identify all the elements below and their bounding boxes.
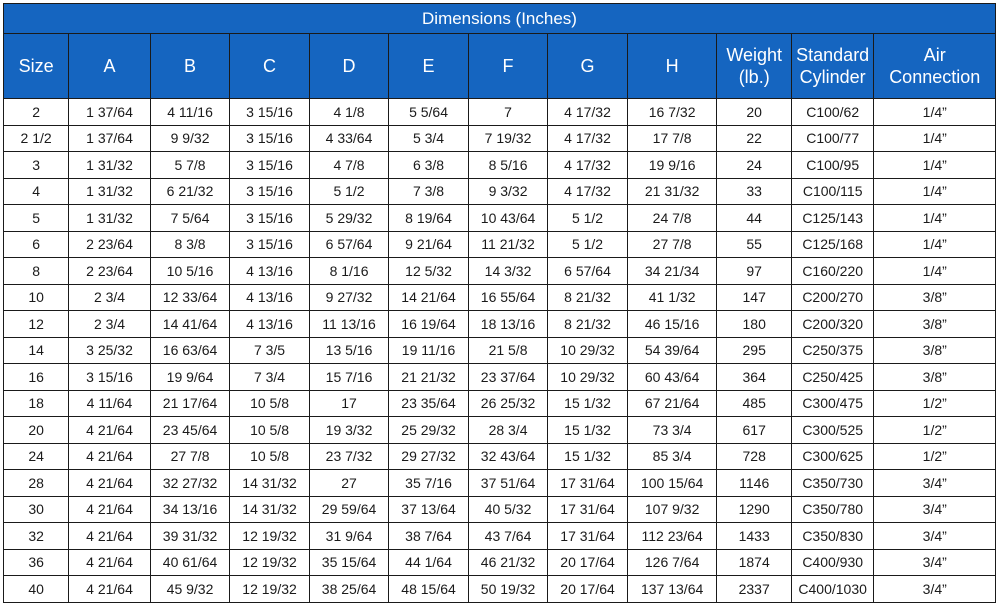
table-cell: 16 7/32 — [627, 99, 717, 126]
table-cell: C160/220 — [791, 258, 874, 285]
table-cell: 4 17/32 — [548, 178, 628, 205]
table-cell: 14 21/64 — [389, 284, 469, 311]
table-cell: 5 5/64 — [389, 99, 469, 126]
table-cell: 2 3/4 — [69, 311, 151, 338]
table-cell: 4 21/64 — [69, 470, 151, 497]
table-row — [4, 231, 996, 258]
table-cell: 485 — [717, 390, 791, 417]
table-cell: 28 3/4 — [468, 417, 548, 444]
table-cell: 3/8” — [874, 311, 996, 338]
table-cell: 32 — [4, 523, 69, 550]
table-cell: 41 1/32 — [627, 284, 717, 311]
table-cell: 5 — [4, 205, 69, 232]
table-cell: 21 5/8 — [468, 337, 548, 364]
table-row — [4, 496, 996, 523]
table-cell: 38 7/64 — [389, 523, 469, 550]
table-cell: 6 3/8 — [389, 152, 469, 179]
table-cell: 23 7/32 — [309, 443, 389, 470]
table-cell: 43 7/64 — [468, 523, 548, 550]
table-cell: 20 17/64 — [548, 549, 628, 576]
table-cell: 4 1/8 — [309, 99, 389, 126]
column-header: H — [627, 34, 717, 99]
table-cell: 1146 — [717, 470, 791, 497]
table-cell: 8 19/64 — [389, 205, 469, 232]
column-header: Standard Cylinder — [791, 34, 874, 99]
table-cell: 25 29/32 — [389, 417, 469, 444]
table-cell: C100/62 — [791, 99, 874, 126]
table-cell: 54 39/64 — [627, 337, 717, 364]
table-cell: 8 1/16 — [309, 258, 389, 285]
table-cell: 5 1/2 — [309, 178, 389, 205]
table-cell: 147 — [717, 284, 791, 311]
column-header: Weight (lb.) — [717, 34, 791, 99]
table-cell: 3 15/16 — [230, 125, 310, 152]
table-cell: 85 3/4 — [627, 443, 717, 470]
table-body — [4, 99, 996, 603]
table-cell: 4 17/32 — [548, 152, 628, 179]
table-cell: 126 7/64 — [627, 549, 717, 576]
table-cell: 2 23/64 — [69, 258, 151, 285]
table-cell: 17 — [309, 390, 389, 417]
table-cell: 18 13/16 — [468, 311, 548, 338]
table-cell: 23 37/64 — [468, 364, 548, 391]
table-cell: 18 — [4, 390, 69, 417]
table-cell: 13 5/16 — [309, 337, 389, 364]
table-row — [4, 152, 996, 179]
table-cell: C400/1030 — [791, 576, 874, 603]
table-cell: 6 — [4, 231, 69, 258]
table-row — [4, 205, 996, 232]
table-cell: 14 31/32 — [230, 470, 310, 497]
table-cell: 46 21/32 — [468, 549, 548, 576]
table-cell: 7 3/5 — [230, 337, 310, 364]
table-cell: 100 15/64 — [627, 470, 717, 497]
table-cell: 6 57/64 — [309, 231, 389, 258]
table-cell: 12 33/64 — [150, 284, 230, 311]
table-cell: 1 37/64 — [69, 125, 151, 152]
table-cell: 1/2” — [874, 390, 996, 417]
table-cell: 55 — [717, 231, 791, 258]
table-cell: 11 13/16 — [309, 311, 389, 338]
column-header: Air Connection — [874, 34, 996, 99]
table-cell: 4 21/64 — [69, 443, 151, 470]
table-cell: 3/4” — [874, 549, 996, 576]
table-cell: C350/780 — [791, 496, 874, 523]
table-cell: 3/4” — [874, 496, 996, 523]
column-header: B — [150, 34, 230, 99]
table-cell: 7 5/64 — [150, 205, 230, 232]
table-cell: 10 5/16 — [150, 258, 230, 285]
table-cell: 4 33/64 — [309, 125, 389, 152]
table-cell: 1/4” — [874, 99, 996, 126]
table-cell: 728 — [717, 443, 791, 470]
table-row — [4, 390, 996, 417]
table-cell: 1/4” — [874, 231, 996, 258]
table-cell: 3 — [4, 152, 69, 179]
table-cell: 15 1/32 — [548, 443, 628, 470]
table-cell: 50 19/32 — [468, 576, 548, 603]
table-cell: 1 31/32 — [69, 152, 151, 179]
table-cell: 5 29/32 — [309, 205, 389, 232]
table-cell: 29 27/32 — [389, 443, 469, 470]
table-cell: 107 9/32 — [627, 496, 717, 523]
table-cell: 1 31/32 — [69, 205, 151, 232]
table-row — [4, 549, 996, 576]
table-cell: 3 15/16 — [230, 178, 310, 205]
table-row — [4, 337, 996, 364]
table-cell: 16 — [4, 364, 69, 391]
table-cell: 137 13/64 — [627, 576, 717, 603]
table-cell: 3 15/16 — [230, 231, 310, 258]
column-header: F — [468, 34, 548, 99]
table-cell: 12 19/32 — [230, 549, 310, 576]
table-cell: 27 — [309, 470, 389, 497]
table-cell: C250/425 — [791, 364, 874, 391]
table-cell: 7 — [468, 99, 548, 126]
table-cell: 24 — [717, 152, 791, 179]
table-cell: 35 7/16 — [389, 470, 469, 497]
table-cell: 40 61/64 — [150, 549, 230, 576]
table-cell: 17 7/8 — [627, 125, 717, 152]
table-cell: 37 13/64 — [389, 496, 469, 523]
table-cell: 4 17/32 — [548, 99, 628, 126]
table-cell: 24 — [4, 443, 69, 470]
table-cell: 10 5/8 — [230, 417, 310, 444]
table-cell: 1/4” — [874, 125, 996, 152]
table-row — [4, 258, 996, 285]
table-cell: 8 21/32 — [548, 284, 628, 311]
table-cell: C200/270 — [791, 284, 874, 311]
table-cell: 9 9/32 — [150, 125, 230, 152]
table-cell: 3 15/16 — [230, 99, 310, 126]
table-cell: 295 — [717, 337, 791, 364]
table-row — [4, 470, 996, 497]
table-cell: 16 63/64 — [150, 337, 230, 364]
table-cell: 2 3/4 — [69, 284, 151, 311]
table-cell: 9 21/64 — [389, 231, 469, 258]
table-row — [4, 178, 996, 205]
table-cell: 3 25/32 — [69, 337, 151, 364]
table-cell: 4 11/64 — [69, 390, 151, 417]
table-cell: 31 9/64 — [309, 523, 389, 550]
table-cell: 180 — [717, 311, 791, 338]
table-cell: 27 7/8 — [627, 231, 717, 258]
table-cell: 15 1/32 — [548, 390, 628, 417]
table-cell: 21 31/32 — [627, 178, 717, 205]
table-cell: 5 7/8 — [150, 152, 230, 179]
table-cell: 4 13/16 — [230, 284, 310, 311]
table-cell: 97 — [717, 258, 791, 285]
table-cell: 34 13/16 — [150, 496, 230, 523]
table-cell: 4 21/64 — [69, 549, 151, 576]
table-cell: 5 3/4 — [389, 125, 469, 152]
table-cell: 20 17/64 — [548, 576, 628, 603]
table-cell: 6 57/64 — [548, 258, 628, 285]
table-cell: C350/730 — [791, 470, 874, 497]
table-cell: C100/95 — [791, 152, 874, 179]
table-row — [4, 443, 996, 470]
table-cell: 14 3/32 — [468, 258, 548, 285]
table-cell: 12 19/32 — [230, 576, 310, 603]
table-cell: 7 3/8 — [389, 178, 469, 205]
table-row — [4, 523, 996, 550]
table-cell: 1 37/64 — [69, 99, 151, 126]
table-cell: 4 13/16 — [230, 258, 310, 285]
table-cell: 16 55/64 — [468, 284, 548, 311]
table-cell: 10 5/8 — [230, 390, 310, 417]
table-cell: 5 1/2 — [548, 205, 628, 232]
table-cell: 1/2” — [874, 417, 996, 444]
table-cell: 19 3/32 — [309, 417, 389, 444]
table-cell: 35 15/64 — [309, 549, 389, 576]
table-cell: 8 5/16 — [468, 152, 548, 179]
table-cell: C100/115 — [791, 178, 874, 205]
table-cell: 39 31/32 — [150, 523, 230, 550]
table-cell: 14 41/64 — [150, 311, 230, 338]
table-cell: 23 35/64 — [389, 390, 469, 417]
table-cell: 3/8” — [874, 337, 996, 364]
table-cell: 67 21/64 — [627, 390, 717, 417]
table-cell: 16 19/64 — [389, 311, 469, 338]
dimensions-table — [3, 3, 996, 603]
table-cell: 10 29/32 — [548, 364, 628, 391]
table-cell: 60 43/64 — [627, 364, 717, 391]
table-cell: 45 9/32 — [150, 576, 230, 603]
table-cell: C300/625 — [791, 443, 874, 470]
column-header: A — [69, 34, 151, 99]
table-cell: 8 21/32 — [548, 311, 628, 338]
table-cell: 12 5/32 — [389, 258, 469, 285]
table-cell: 15 7/16 — [309, 364, 389, 391]
table-cell: 6 21/32 — [150, 178, 230, 205]
table-cell: 12 — [4, 311, 69, 338]
table-cell: C250/375 — [791, 337, 874, 364]
table-cell: 38 25/64 — [309, 576, 389, 603]
table-cell: 37 51/64 — [468, 470, 548, 497]
table-cell: 4 — [4, 178, 69, 205]
table-cell: 17 31/64 — [548, 496, 628, 523]
table-cell: 4 17/32 — [548, 125, 628, 152]
table-cell: 17 31/64 — [548, 523, 628, 550]
table-cell: 24 7/8 — [627, 205, 717, 232]
table-cell: C400/930 — [791, 549, 874, 576]
table-cell: 4 21/64 — [69, 496, 151, 523]
table-cell: 19 9/64 — [150, 364, 230, 391]
table-cell: 9 3/32 — [468, 178, 548, 205]
table-cell: 3 15/16 — [230, 205, 310, 232]
table-cell: 23 45/64 — [150, 417, 230, 444]
table-row — [4, 364, 996, 391]
table-cell: C100/77 — [791, 125, 874, 152]
table-cell: 1/4” — [874, 205, 996, 232]
table-cell: 364 — [717, 364, 791, 391]
table-cell: 14 31/32 — [230, 496, 310, 523]
table-cell: 8 3/8 — [150, 231, 230, 258]
table-cell: 34 21/34 — [627, 258, 717, 285]
table-cell: 44 — [717, 205, 791, 232]
column-header: D — [309, 34, 389, 99]
table-cell: 4 21/64 — [69, 417, 151, 444]
table-cell: 3/4” — [874, 576, 996, 603]
table-cell: 1290 — [717, 496, 791, 523]
table-cell: 33 — [717, 178, 791, 205]
table-cell: 1433 — [717, 523, 791, 550]
table-cell: 73 3/4 — [627, 417, 717, 444]
column-header: E — [389, 34, 469, 99]
table-cell: 48 15/64 — [389, 576, 469, 603]
table-cell: 3/8” — [874, 364, 996, 391]
table-cell: 21 21/32 — [389, 364, 469, 391]
table-row — [4, 311, 996, 338]
table-cell: 617 — [717, 417, 791, 444]
table-cell: 17 31/64 — [548, 470, 628, 497]
table-cell: 28 — [4, 470, 69, 497]
table-cell: 2 23/64 — [69, 231, 151, 258]
table-cell: 20 — [4, 417, 69, 444]
table-cell: 10 5/8 — [230, 443, 310, 470]
table-cell: 4 21/64 — [69, 576, 151, 603]
table-cell: C350/830 — [791, 523, 874, 550]
table-row — [4, 576, 996, 603]
table-title: Dimensions (Inches) — [4, 4, 996, 34]
table-cell: 9 27/32 — [309, 284, 389, 311]
table-row — [4, 417, 996, 444]
table-cell: 20 — [717, 99, 791, 126]
table-cell: 2337 — [717, 576, 791, 603]
table-cell: C300/475 — [791, 390, 874, 417]
table-cell: 3/4” — [874, 523, 996, 550]
column-header: G — [548, 34, 628, 99]
table-cell: 19 9/16 — [627, 152, 717, 179]
table-cell: 7 3/4 — [230, 364, 310, 391]
column-header: C — [230, 34, 310, 99]
table-cell: 5 1/2 — [548, 231, 628, 258]
table-cell: 10 43/64 — [468, 205, 548, 232]
table-cell: 1 31/32 — [69, 178, 151, 205]
table-cell: 1/4” — [874, 258, 996, 285]
table-cell: 11 21/32 — [468, 231, 548, 258]
table-cell: 12 19/32 — [230, 523, 310, 550]
column-header: Size — [4, 34, 69, 99]
table-cell: C125/168 — [791, 231, 874, 258]
table-cell: 3 15/16 — [230, 152, 310, 179]
table-cell: 27 7/8 — [150, 443, 230, 470]
table-cell: 112 23/64 — [627, 523, 717, 550]
table-cell: 40 5/32 — [468, 496, 548, 523]
table-cell: 22 — [717, 125, 791, 152]
table-cell: 21 17/64 — [150, 390, 230, 417]
table-cell: 10 — [4, 284, 69, 311]
table-cell: 4 13/16 — [230, 311, 310, 338]
table-cell: 4 21/64 — [69, 523, 151, 550]
table-row — [4, 125, 996, 152]
table-cell: 3/4” — [874, 470, 996, 497]
table-cell: 1874 — [717, 549, 791, 576]
table-cell: 1/4” — [874, 152, 996, 179]
table-cell: 7 19/32 — [468, 125, 548, 152]
table-cell: 19 11/16 — [389, 337, 469, 364]
table-cell: 3 15/16 — [69, 364, 151, 391]
table-cell: 10 29/32 — [548, 337, 628, 364]
table-cell: 40 — [4, 576, 69, 603]
table-cell: 4 11/16 — [150, 99, 230, 126]
table-cell: 14 — [4, 337, 69, 364]
table-cell: 46 15/16 — [627, 311, 717, 338]
table-cell: C200/320 — [791, 311, 874, 338]
table-cell: C300/525 — [791, 417, 874, 444]
column-header-row — [4, 34, 996, 99]
table-cell: 1/2” — [874, 443, 996, 470]
table-cell: C125/143 — [791, 205, 874, 232]
table-row — [4, 284, 996, 311]
table-cell: 15 1/32 — [548, 417, 628, 444]
table-cell: 3/8” — [874, 284, 996, 311]
table-cell: 44 1/64 — [389, 549, 469, 576]
table-cell: 32 27/32 — [150, 470, 230, 497]
table-cell: 2 — [4, 99, 69, 126]
table-cell: 26 25/32 — [468, 390, 548, 417]
table-row — [4, 99, 996, 126]
table-cell: 1/4” — [874, 178, 996, 205]
table-cell: 2 1/2 — [4, 125, 69, 152]
table-cell: 30 — [4, 496, 69, 523]
table-cell: 32 43/64 — [468, 443, 548, 470]
table-cell: 8 — [4, 258, 69, 285]
table-cell: 29 59/64 — [309, 496, 389, 523]
table-cell: 36 — [4, 549, 69, 576]
table-cell: 4 7/8 — [309, 152, 389, 179]
